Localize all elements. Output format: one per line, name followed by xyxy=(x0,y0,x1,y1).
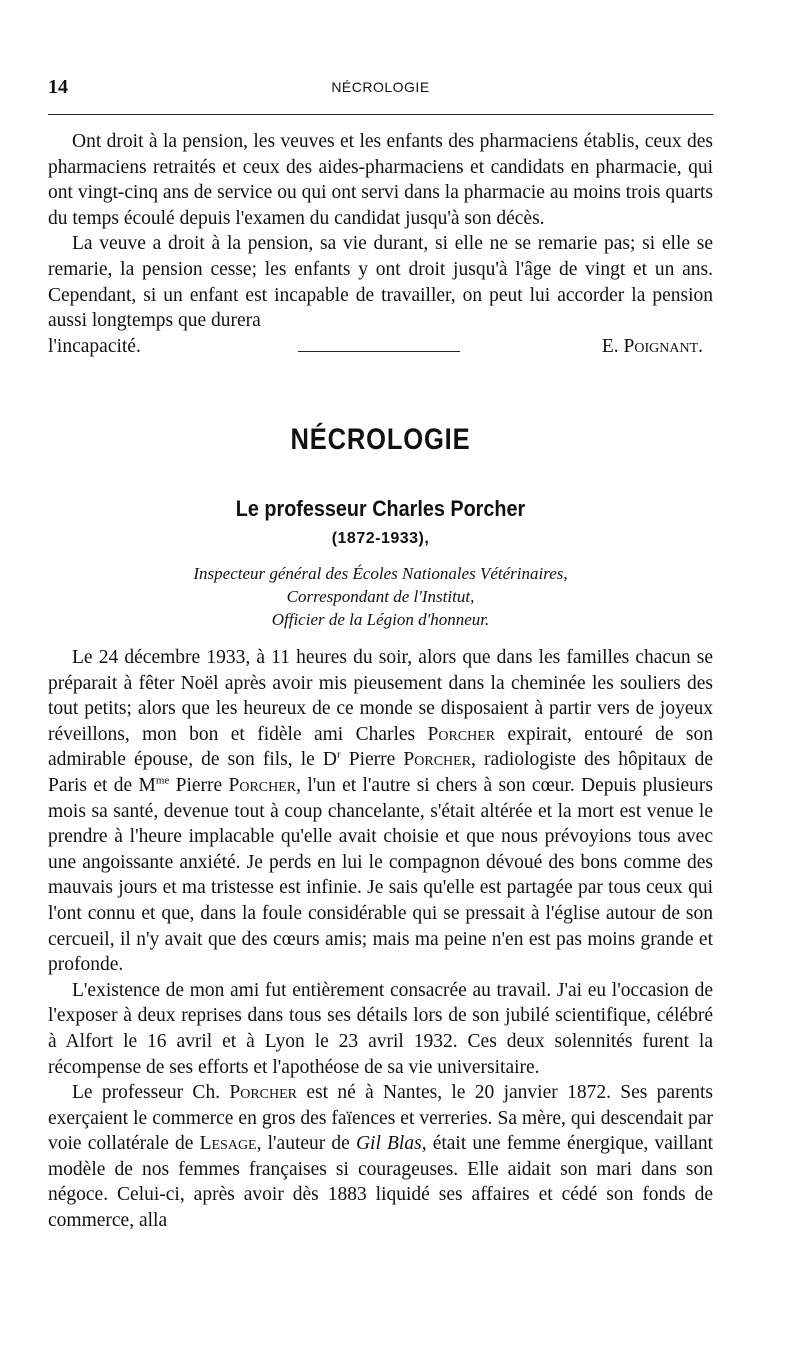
author-signature: E. Poignant. xyxy=(601,335,703,357)
honorific-titles xyxy=(48,562,713,631)
name-porcher: Porcher xyxy=(403,749,472,771)
pension-paragraph-2: La veuve a droit à la pension, sa vie durant, si elle ne se remarie pas; si elle se remarie, la pension cesse; les enfants y ont droit jusqu'à l'âge de vingt et un ans. Cependant, si un enfant est incapable de travailler, on peut lui accorder la pension aussi longtemps que durera xyxy=(48,233,713,332)
text-run: est né à Nantes, le 20 janvier 1872. Ses parents exerçaient le commerce en gros des faïences et verreries. Sa mère, qui descendait par voie collatérale de xyxy=(48,1082,713,1155)
text-run: , radiologiste des hôpitaux de Paris et de M xyxy=(48,749,713,796)
name-porcher: Porcher xyxy=(228,774,297,796)
honorific-title-3: Officier de la Légion d'honneur. xyxy=(271,610,490,629)
text-run: , l'auteur de xyxy=(256,1133,356,1155)
obituary-text xyxy=(48,645,713,1234)
obituary-paragraph-1 xyxy=(48,645,713,978)
honorific-title-2: Correspondant de l'Institut, xyxy=(286,587,475,606)
obituary-paragraph-3 xyxy=(48,1080,713,1234)
name-porcher: Porcher xyxy=(229,1082,298,1104)
section-title: NÉCROLOGIE xyxy=(290,423,471,456)
text-run: expirait, entouré de son admirable épouse, de son fils, le D xyxy=(48,723,713,771)
text-run: Le professeur Ch. xyxy=(72,1082,230,1104)
running-head xyxy=(48,76,713,100)
superscript: r xyxy=(336,748,341,761)
running-title: NÉCROLOGIE xyxy=(331,79,430,95)
page-number: 14 xyxy=(48,76,68,98)
honorific-title-1: Inspecteur général des Écoles Nationales Vétérinaires, xyxy=(193,564,568,583)
section-separator-rule xyxy=(298,351,460,352)
header-rule xyxy=(48,114,713,115)
text-run: Le 24 décembre 1933, à 11 heures du soir, alors que dans les familles chacun se préparait à fêter Noël après avoir mis pieusement dans la cheminée les souliers des tout petits; alors que les heureux de ce monde se disposaient à partir vers de joyeux réveillons, mon bon et fidèle ami Charles xyxy=(48,647,713,745)
text-run: , était une femme énergique, vaillant modèle de nos femmes françaises si courageuses. Elle aidait son mari dans son négoce. Celui-ci, après avoir dès 1883 liquidé ses affaires et cédé son fonds de commerce, alla xyxy=(48,1133,713,1232)
pension-paragraph-1: Ont droit à la pension, les veuves et les enfants des pharmaciens établis, ceux des pharmaciens retraités et ceux des aides-pharmaciens et candidats en pharmacie, qui ont vingt-cinq ans de service ou qui ont servi dans la pharmacie au moins trois quarts du temps écoulé depuis l'examen du candidat jusqu'à son décès. xyxy=(48,131,713,229)
signature-line xyxy=(48,334,713,360)
obituary-paragraph-2: L'existence de mon ami fut entièrement consacrée au travail. J'ai eu l'occasion de l'exposer à deux reprises dans tous ses détails lors de son jubilé scientifique, célébré à Alfort le 16 avril et à Lyon le 23 avril 1932. Ces deux solennités furent la récompense de ses efforts et l'apothéose de sa vie universitaire. xyxy=(48,979,713,1078)
text-run: Pierre xyxy=(169,774,229,796)
pension-paragraph-2-end: l'incapacité. xyxy=(48,335,141,357)
superscript: me xyxy=(155,774,170,787)
page xyxy=(48,0,713,1371)
name-porcher: Porcher xyxy=(427,723,496,745)
article-dates: (1872-1933), xyxy=(331,530,430,547)
text-run: Pierre xyxy=(340,749,404,771)
text-run: , l'un et l'autre si chers à son cœur. Depuis plusieurs mois sa santé, devenue tout à coup chancelante, s'était altérée et la mort est venue le prendre à l'heure implacable qu'elle avait choisie et que nous prévoyions tous avec une angoissante anxiété. Je perds en lui le compagnon dévoué des bons comme des mauvais jours et ma tristesse est infinie. Je sais qu'elle est partagée par tous ceux qui l'ont connu et que, dans la foule considérable qui se pressait à l'église autour de son cercueil, il n'y avait que des cœurs amis; mais ma peine n'en est pas moins grande et profonde. xyxy=(48,774,714,976)
name-lesage: Lesage xyxy=(199,1133,257,1155)
book-title: Gil Blas xyxy=(355,1133,422,1155)
pension-text xyxy=(48,129,713,359)
article-title: Le professeur Charles Porcher xyxy=(235,496,526,521)
